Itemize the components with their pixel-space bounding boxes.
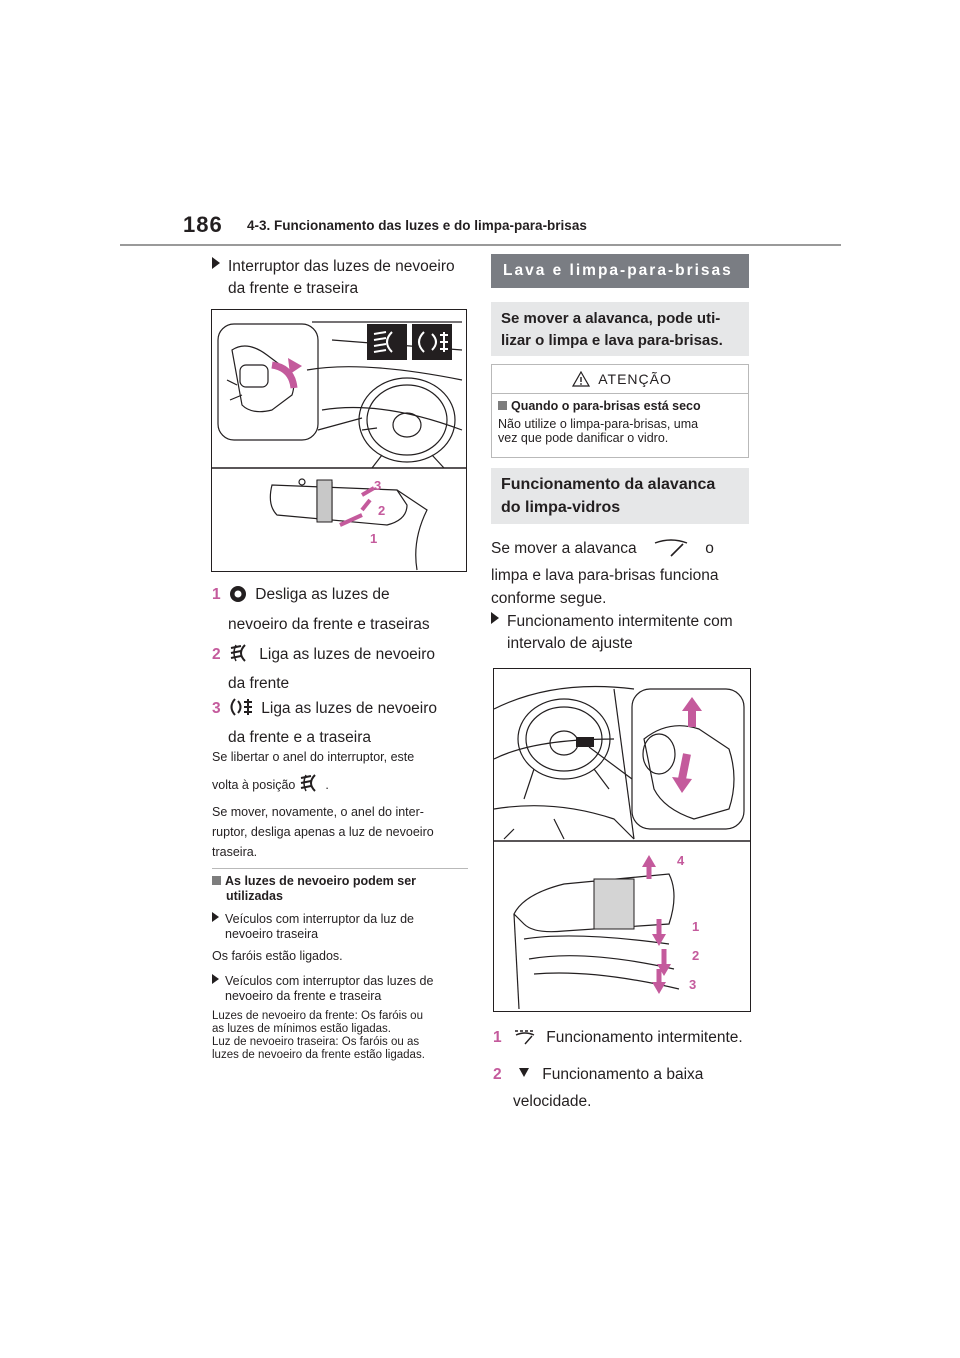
intro-box: Se mover a alavanca, pode uti- lizar o limpa e lava para-brisas. [491,302,749,356]
fig-label-3: 3 [689,977,697,992]
lever-body-text: Se mover a alavanca o limpa e lava para-brisas funciona conforme segue. [491,540,719,607]
section-title: 4-3. Funcionamento das luzes e do limpa-para-brisas [247,218,587,233]
condition-front-rear-fog: Veículos com interruptor das luzes de nevoeiro da frente e traseira Luzes de nevoeiro da frente: Os faróis ou as luzes de mínimos estão ligadas. Luz de nevoeiro traseira: Os faróis ou as luzes de nevoeiro da frente estão ligadas. [212,974,434,1061]
wiper-lever-figure [493,668,751,1012]
fig-label-2: 2 [378,503,386,518]
bullet-triangle-icon [212,912,219,922]
fog-switch-illustration [212,310,466,571]
condition-rear-fog: Veículos com interruptor da luz de nevoeiro traseira Os faróis estão ligados. [212,912,414,963]
move-again-note: Se mover, novamente, o anel do inter- ruptor, desliga apenas a luz de nevoeiro traseira. [212,805,434,859]
front-fog-icon [229,643,251,670]
intermittent-wiper-icon [514,1028,536,1053]
wiper-lever-illustration [494,669,750,1011]
page-number: 186 [183,212,223,237]
section2-heading: Funcionamento da alavanca do limpa-vidros [491,468,749,524]
low-speed-icon [518,1064,530,1086]
list-item: 2 Funcionamento a baixa velocidade. [493,1066,704,1110]
divider [212,868,468,869]
fig-label-4: 4 [677,853,685,868]
list-item: 3 Liga as luzes de nevoeiro da frente e a traseira [212,697,472,749]
warning-triangle-icon [572,368,590,396]
release-note: Se libertar o anel do interruptor, este volta à posição . [212,743,472,803]
warning-box: ATENÇÃO Quando o para-brisas está seco Não utilize o limpa-para-brisas, uma vez que pode danificar o vidro. [491,364,749,458]
square-bullet-icon [212,876,221,885]
list-item: 1 Desliga as luzes de nevoeiro da frente e traseiras [212,586,430,633]
rear-fog-icon [229,697,253,724]
fig-label-3: 3 [374,478,382,493]
header-rule [120,244,841,246]
bullet-triangle-icon [212,257,220,269]
intermittent-bullet: Funcionamento intermitente com intervalo de ajuste [491,611,753,655]
front-fog-icon [299,773,321,803]
fog-off-icon [229,585,247,610]
list-item: 1 Funcionamento intermitente. [493,1027,755,1053]
list-item: 2 Liga as luzes de nevoeiro da frente [212,643,472,695]
bullet-triangle-icon [491,612,499,624]
fog-switch-bullet: Interruptor das luzes de nevoeiro da frente e traseira [212,256,472,300]
section-band: Lava e limpa-para-brisas [491,254,749,288]
bullet-triangle-icon [212,974,219,984]
square-bullet-icon [498,401,507,410]
fig-label-2: 2 [692,948,700,963]
fog-switch-figure [211,309,467,572]
conditions-heading: As luzes de nevoeiro podem ser utilizadas [212,874,472,904]
fig-label-1: 1 [370,531,378,546]
warning-title: ATENÇÃO [598,371,672,387]
wiper-icon [653,539,689,564]
fig-label-1: 1 [692,919,700,934]
